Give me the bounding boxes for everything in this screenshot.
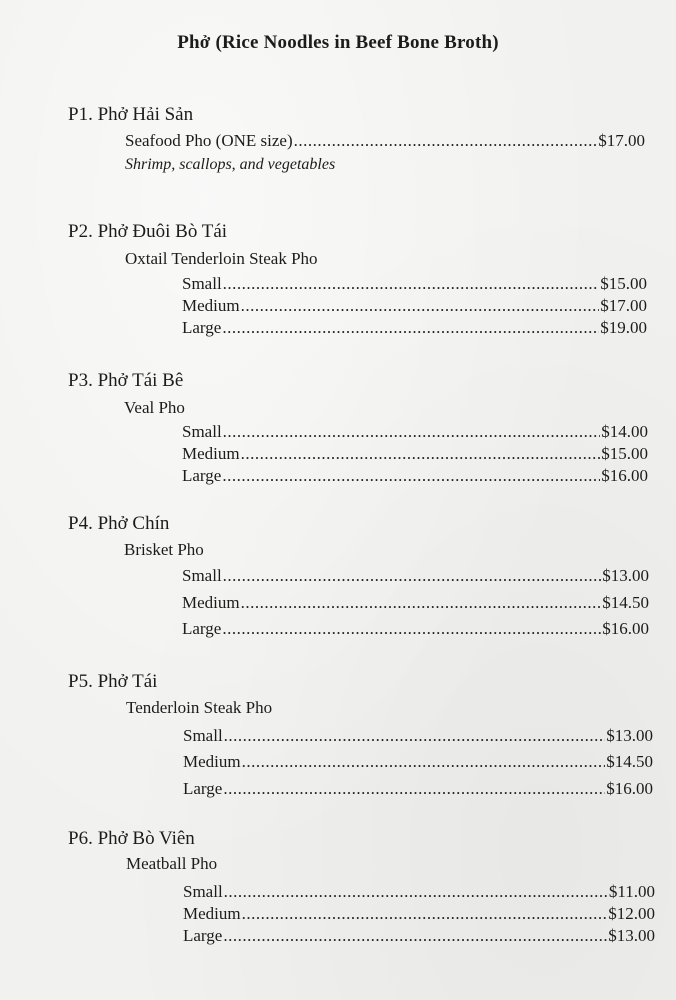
price: $13.00 — [608, 926, 655, 945]
dot-leader — [241, 444, 601, 464]
dot-leader — [223, 926, 607, 946]
price-line-large — [182, 318, 647, 338]
dish-name: Veal Pho — [124, 398, 185, 417]
price-line-large — [182, 466, 648, 486]
price-line-medium — [183, 752, 653, 772]
section-heading: P2. Phở Đuôi Bò Tái — [68, 221, 228, 242]
price-line-small — [182, 274, 647, 294]
dot-leader — [222, 466, 600, 486]
price-line-medium — [183, 904, 655, 924]
size-label: Medium — [182, 444, 240, 463]
dot-leader — [241, 296, 600, 316]
dot-leader — [224, 726, 606, 746]
dot-leader — [223, 422, 601, 442]
size-label: Medium — [182, 593, 240, 612]
price-line-large — [182, 619, 649, 639]
size-label: Medium — [183, 904, 241, 923]
price-line-small — [182, 566, 649, 586]
price: $17.00 — [598, 131, 645, 150]
dish-name: Meatball Pho — [126, 854, 218, 873]
price: $11.00 — [608, 882, 655, 901]
price: $19.00 — [600, 318, 647, 337]
price: $13.00 — [602, 566, 649, 585]
dish-name: Brisket Pho — [124, 540, 204, 559]
dot-leader — [242, 904, 608, 924]
dish-description: Shrimp, scallops, and vegetables — [125, 156, 336, 173]
price: $17.00 — [600, 296, 647, 315]
dish-name: Oxtail Tenderloin Steak Pho — [125, 249, 318, 268]
size-label: Medium — [182, 296, 240, 315]
size-label: Small — [182, 422, 222, 441]
price: $15.00 — [600, 274, 647, 293]
price: $16.00 — [606, 779, 653, 798]
price-line-small — [182, 422, 648, 442]
dot-leader — [222, 318, 599, 338]
price: $16.00 — [602, 619, 649, 638]
dot-leader — [242, 752, 606, 772]
dot-leader — [222, 619, 601, 639]
dot-leader — [224, 882, 608, 902]
size-label: Medium — [183, 752, 241, 771]
size-label: Large — [182, 466, 222, 485]
price: $14.00 — [601, 422, 648, 441]
price: $12.00 — [608, 904, 655, 923]
size-label: Small — [183, 726, 223, 745]
section-heading: P5. Phở Tái — [68, 671, 158, 692]
size-label: Large — [183, 779, 223, 798]
price-line — [125, 131, 645, 151]
price: $14.50 — [602, 593, 649, 612]
dot-leader — [223, 566, 602, 586]
section-heading: P4. Phở Chín — [68, 513, 170, 534]
dot-leader — [223, 274, 600, 294]
size-label: Small — [183, 882, 223, 901]
price-line-small — [183, 726, 653, 746]
dot-leader — [241, 593, 602, 613]
price: $13.00 — [606, 726, 653, 745]
price-line-large — [183, 779, 653, 799]
dish-name: Tenderloin Steak Pho — [126, 698, 273, 717]
price: $14.50 — [606, 752, 653, 771]
size-label: Large — [183, 926, 223, 945]
size-label: Large — [182, 318, 222, 337]
dot-leader — [223, 779, 605, 799]
price-line-medium — [182, 296, 647, 316]
price: $16.00 — [601, 466, 648, 485]
menu-title: Phở (Rice Noodles in Beef Bone Broth) — [177, 32, 499, 53]
price-line-small — [183, 882, 655, 902]
section-heading: P1. Phở Hải Sản — [68, 104, 194, 125]
price: $15.00 — [601, 444, 648, 463]
size-label: Small — [182, 274, 222, 293]
dot-leader — [294, 131, 598, 151]
size-label: Small — [182, 566, 222, 585]
price-line-medium — [182, 593, 649, 613]
dish-name: Seafood Pho (ONE size) — [125, 131, 293, 150]
section-heading: P3. Phở Tái Bê — [68, 370, 184, 391]
size-label: Large — [182, 619, 222, 638]
price-line-large — [183, 926, 655, 946]
price-line-medium — [182, 444, 648, 464]
section-heading: P6. Phở Bò Viên — [68, 828, 195, 849]
